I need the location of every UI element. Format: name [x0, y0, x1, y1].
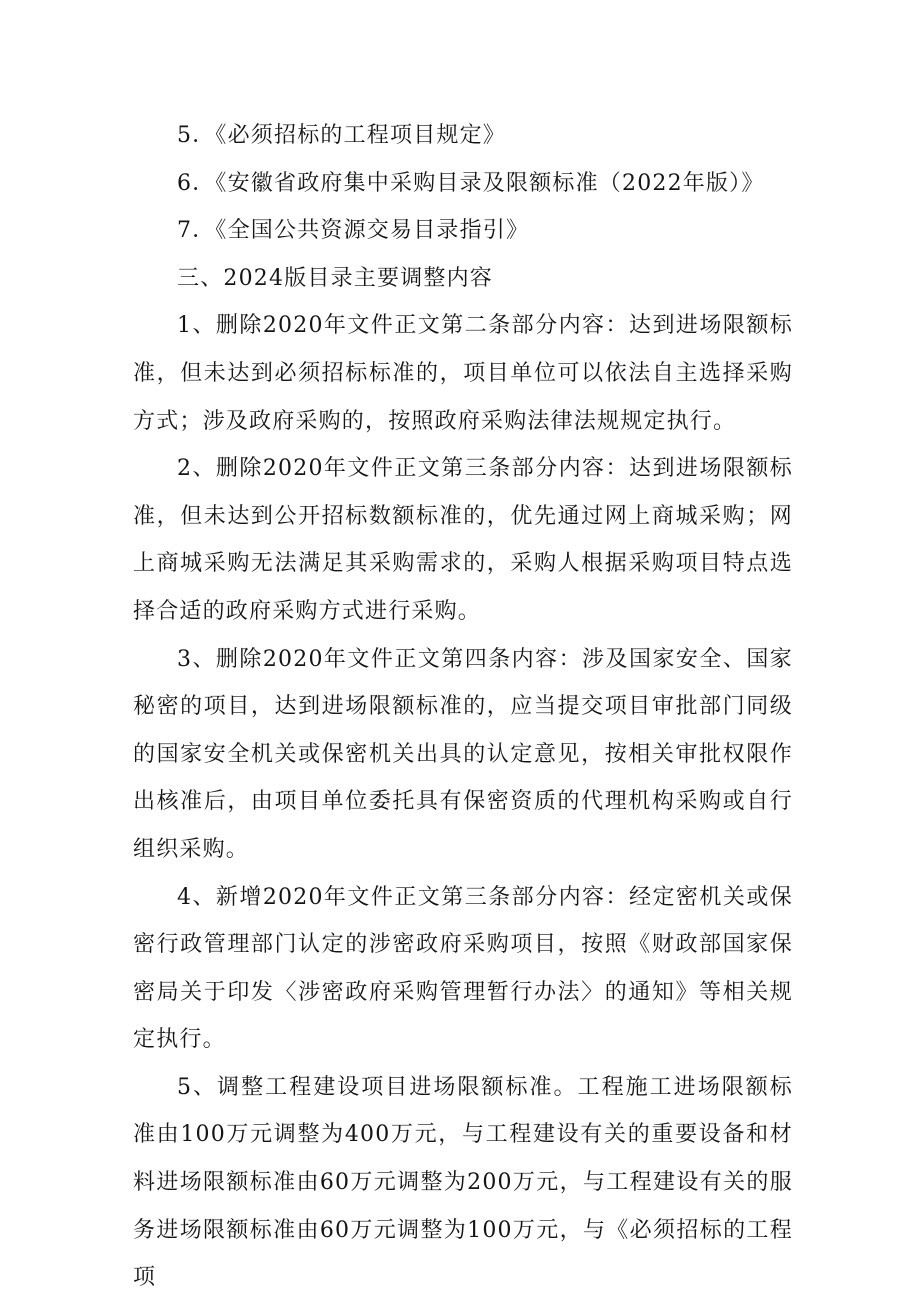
section-heading: 三、2024版目录主要调整内容	[177, 265, 493, 291]
list-item-5: 5．《必须招标的工程项目规定》	[177, 123, 506, 148]
paragraph-2: 2、删除2020年文件正文第三条部分内容：达到进场限额标准，但未达到公开招标数额标准的，优先通过网上商城采购；网上商城采购无法满足其采购需求的，采购人根据采购项目特点选择合适的政府采购方式进行采购。	[133, 456, 793, 624]
paragraph-4: 4、新增2020年文件正文第三条部分内容：经定密机关或保密行政管理部门认定的涉密政府采购项目，按照《财政部国家保密局关于印发〈涉密政府采购管理暂行办法〉的通知》等相关规定执行。	[133, 884, 793, 1053]
list-item-6: 6．《安徽省政府集中采购目录及限额标准（2022年版）》	[177, 170, 765, 196]
list-item-7: 7．《全国公共资源交易目录指引》	[177, 218, 530, 244]
paragraph-1: 1、删除2020年文件正文第二条部分内容：达到进场限额标准，但未达到必须招标标准的，项目单位可以依法自主选择采购方式；涉及政府采购的，按照政府采购法律法规规定执行。	[133, 313, 793, 434]
paragraph-5: 5、调整工程建设项目进场限额标准。工程施工进场限额标准由100万元调整为400万元，与工程建设有关的重要设备和材料进场限额标准由60万元调整为200万元，与工程建设有关的服务进场限额标准由60万元调整为100万元，与《必须招标的工程项	[133, 1074, 793, 1291]
document-body	[133, 112, 793, 1302]
paragraph-3: 3、删除2020年文件正文第四条内容：涉及国家安全、国家秘密的项目，达到进场限额标准的，应当提交项目审批部门同级的国家安全机关或保密机关出具的认定意见，按相关审批权限作出核准后，由项目单位委托具有保密资质的代理机构采购或自行组织采购。	[133, 646, 793, 862]
